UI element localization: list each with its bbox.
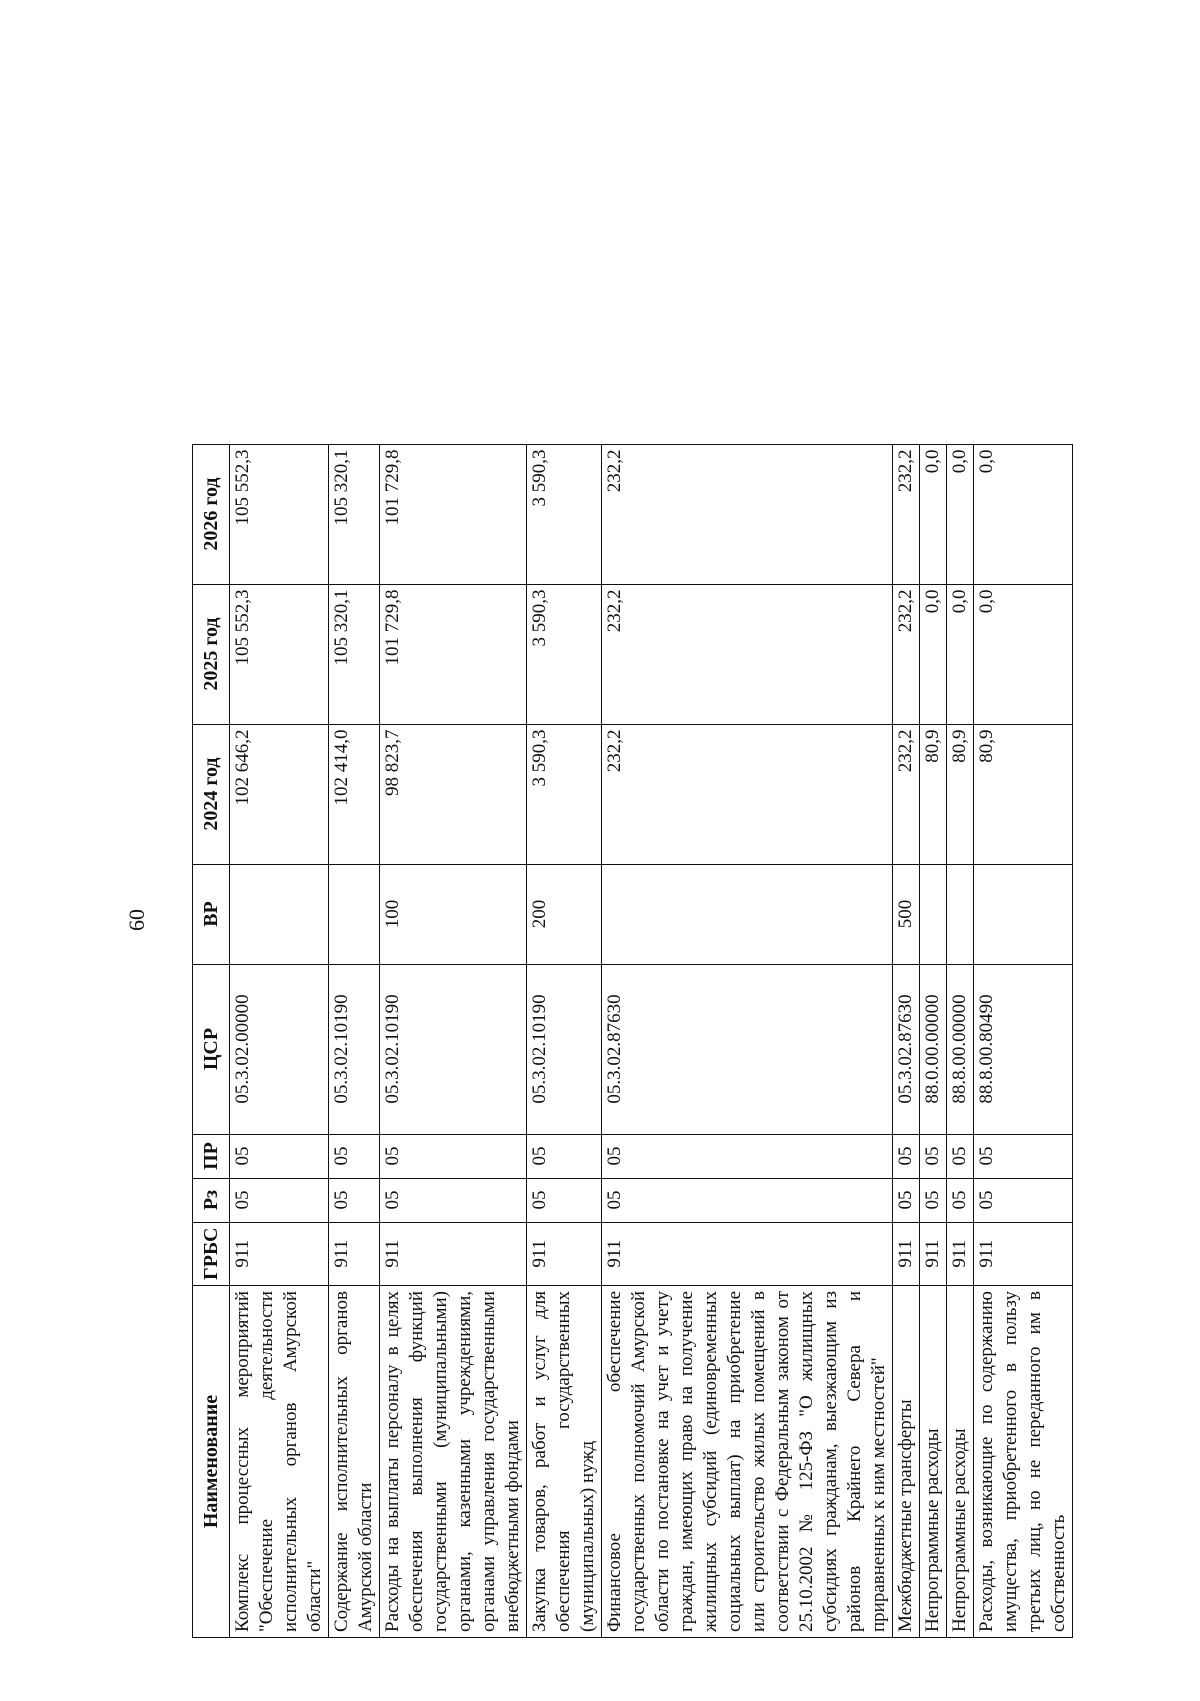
row-2024-cell: 98 823,7: [380, 724, 527, 864]
row-2024-cell: 232,2: [602, 724, 893, 864]
row-rz-cell: 05: [974, 1178, 1073, 1222]
row-2024-cell: 80,9: [974, 724, 1073, 864]
col-header-csr: ЦСР: [193, 964, 230, 1134]
row-csr-cell: 88.8.00.00000: [947, 964, 974, 1134]
row-2024-cell: 102 414,0: [329, 724, 380, 864]
row-grbs-cell: 911: [527, 1222, 602, 1285]
row-2025-cell: 105 552,3: [230, 584, 329, 724]
rotated-page: [42, 40, 1200, 1640]
row-rz-cell: 05: [230, 1178, 329, 1222]
row-grbs-cell: 911: [602, 1222, 893, 1285]
row-grbs-cell: 911: [329, 1222, 380, 1285]
row-name-cell: Расходы, возникающие по содержанию имущества, приобретенного в пользу третьих лиц, но не переданного им в собственность: [974, 1286, 1073, 1638]
row-2026-cell: 0,0: [920, 444, 947, 584]
col-header-2025: 2025 год: [193, 584, 230, 724]
row-rz-cell: 05: [893, 1178, 920, 1222]
table-row: [329, 444, 380, 1637]
row-pr-cell: 05: [920, 1134, 947, 1178]
col-header-grbs: ГРБС: [193, 1222, 230, 1285]
table-row: [893, 444, 920, 1637]
row-grbs-cell: 911: [947, 1222, 974, 1285]
col-header-pr: ПР: [193, 1134, 230, 1178]
row-name-cell: Непрограммные расходы: [947, 1286, 974, 1638]
row-2026-cell: 3 590,3: [527, 444, 602, 584]
row-pr-cell: 05: [947, 1134, 974, 1178]
col-header-vr: ВР: [193, 864, 230, 964]
row-2026-cell: 0,0: [974, 444, 1073, 584]
row-rz-cell: 05: [947, 1178, 974, 1222]
row-grbs-cell: 911: [974, 1222, 1073, 1285]
row-pr-cell: 05: [974, 1134, 1073, 1178]
row-grbs-cell: 911: [230, 1222, 329, 1285]
row-pr-cell: 05: [230, 1134, 329, 1178]
row-vr-cell: [920, 864, 947, 964]
row-vr-cell: [947, 864, 974, 964]
row-2025-cell: 0,0: [947, 584, 974, 724]
row-name-cell: Непрограммные расходы: [920, 1286, 947, 1638]
row-grbs-cell: 911: [893, 1222, 920, 1285]
row-pr-cell: 05: [893, 1134, 920, 1178]
row-grbs-cell: 911: [920, 1222, 947, 1285]
row-name-cell: Комплекс процессных мероприятий "Обеспечение деятельности исполнительных органов Амурской области": [230, 1286, 329, 1638]
row-csr-cell: 05.3.02.10190: [527, 964, 602, 1134]
row-pr-cell: 05: [527, 1134, 602, 1178]
row-grbs-cell: 911: [380, 1222, 527, 1285]
row-csr-cell: 05.3.02.87630: [602, 964, 893, 1134]
row-pr-cell: 05: [380, 1134, 527, 1178]
row-vr-cell: 500: [893, 864, 920, 964]
row-rz-cell: 05: [602, 1178, 893, 1222]
row-vr-cell: 200: [527, 864, 602, 964]
row-2025-cell: 105 320,1: [329, 584, 380, 724]
row-name-cell: Финансовое обеспечение государственных полномочий Амурской области по постановке на учет и учету граждан, имеющих право на получение жилищных субсидий (единовременных социальных выплат) на приобретение или строительство жилых помещений в соответствии с Федеральным законом от 25.10.2002 № 125-ФЗ "О жилищных субсидиях гражданам, выезжающим из районов Крайнего Севера и приравненных к ним местностей": [602, 1286, 893, 1638]
row-2025-cell: 0,0: [920, 584, 947, 724]
page-number: 60: [124, 909, 149, 931]
row-vr-cell: [602, 864, 893, 964]
row-vr-cell: [230, 864, 329, 964]
row-2024-cell: 3 590,3: [527, 724, 602, 864]
row-vr-cell: [974, 864, 1073, 964]
row-2026-cell: 232,2: [893, 444, 920, 584]
col-header-2024: 2024 год: [193, 724, 230, 864]
row-vr-cell: 100: [380, 864, 527, 964]
row-2025-cell: 101 729,8: [380, 584, 527, 724]
col-header-2026: 2026 год: [193, 444, 230, 584]
row-csr-cell: 05.3.02.10190: [380, 964, 527, 1134]
row-rz-cell: 05: [920, 1178, 947, 1222]
col-header-name: Наименование: [193, 1286, 230, 1638]
row-name-cell: Содержание исполнительных органов Амурской области: [329, 1286, 380, 1638]
row-2025-cell: 232,2: [893, 584, 920, 724]
row-csr-cell: 88.0.00.00000: [920, 964, 947, 1134]
row-2025-cell: 0,0: [974, 584, 1073, 724]
row-csr-cell: 05.3.02.00000: [230, 964, 329, 1134]
row-rz-cell: 05: [329, 1178, 380, 1222]
row-rz-cell: 05: [527, 1178, 602, 1222]
table-header-row: [193, 444, 230, 1637]
row-csr-cell: 05.3.02.10190: [329, 964, 380, 1134]
row-2024-cell: 80,9: [920, 724, 947, 864]
row-2024-cell: 102 646,2: [230, 724, 329, 864]
row-pr-cell: 05: [329, 1134, 380, 1178]
row-2026-cell: 105 320,1: [329, 444, 380, 584]
row-2025-cell: 232,2: [602, 584, 893, 724]
table-row: [230, 444, 329, 1637]
col-header-rz: Рз: [193, 1178, 230, 1222]
table-row: [974, 444, 1073, 1637]
row-2024-cell: 80,9: [947, 724, 974, 864]
row-name-cell: Закупка товаров, работ и услуг для обеспечения государственных (муниципальных) нужд: [527, 1286, 602, 1638]
row-name-cell: Расходы на выплаты персоналу в целях обеспечения выполнения функций государственными (муниципальными) органами, казенными учреждениями, органами управления государственными внебюджетными фондами: [380, 1286, 527, 1638]
row-2026-cell: 101 729,8: [380, 444, 527, 584]
row-rz-cell: 05: [380, 1178, 527, 1222]
row-2026-cell: 0,0: [947, 444, 974, 584]
row-2026-cell: 232,2: [602, 444, 893, 584]
row-2025-cell: 3 590,3: [527, 584, 602, 724]
row-vr-cell: [329, 864, 380, 964]
table-row: [920, 444, 947, 1637]
row-name-cell: Межбюджетные трансферты: [893, 1286, 920, 1638]
table-row: [947, 444, 974, 1637]
row-pr-cell: 05: [602, 1134, 893, 1178]
table-row: [527, 444, 602, 1637]
budget-table: [192, 444, 1073, 1638]
table-row: [602, 444, 893, 1637]
row-csr-cell: 05.3.02.87630: [893, 964, 920, 1134]
row-2026-cell: 105 552,3: [230, 444, 329, 584]
row-2024-cell: 232,2: [893, 724, 920, 864]
table-row: [380, 444, 527, 1637]
row-csr-cell: 88.8.00.80490: [974, 964, 1073, 1134]
